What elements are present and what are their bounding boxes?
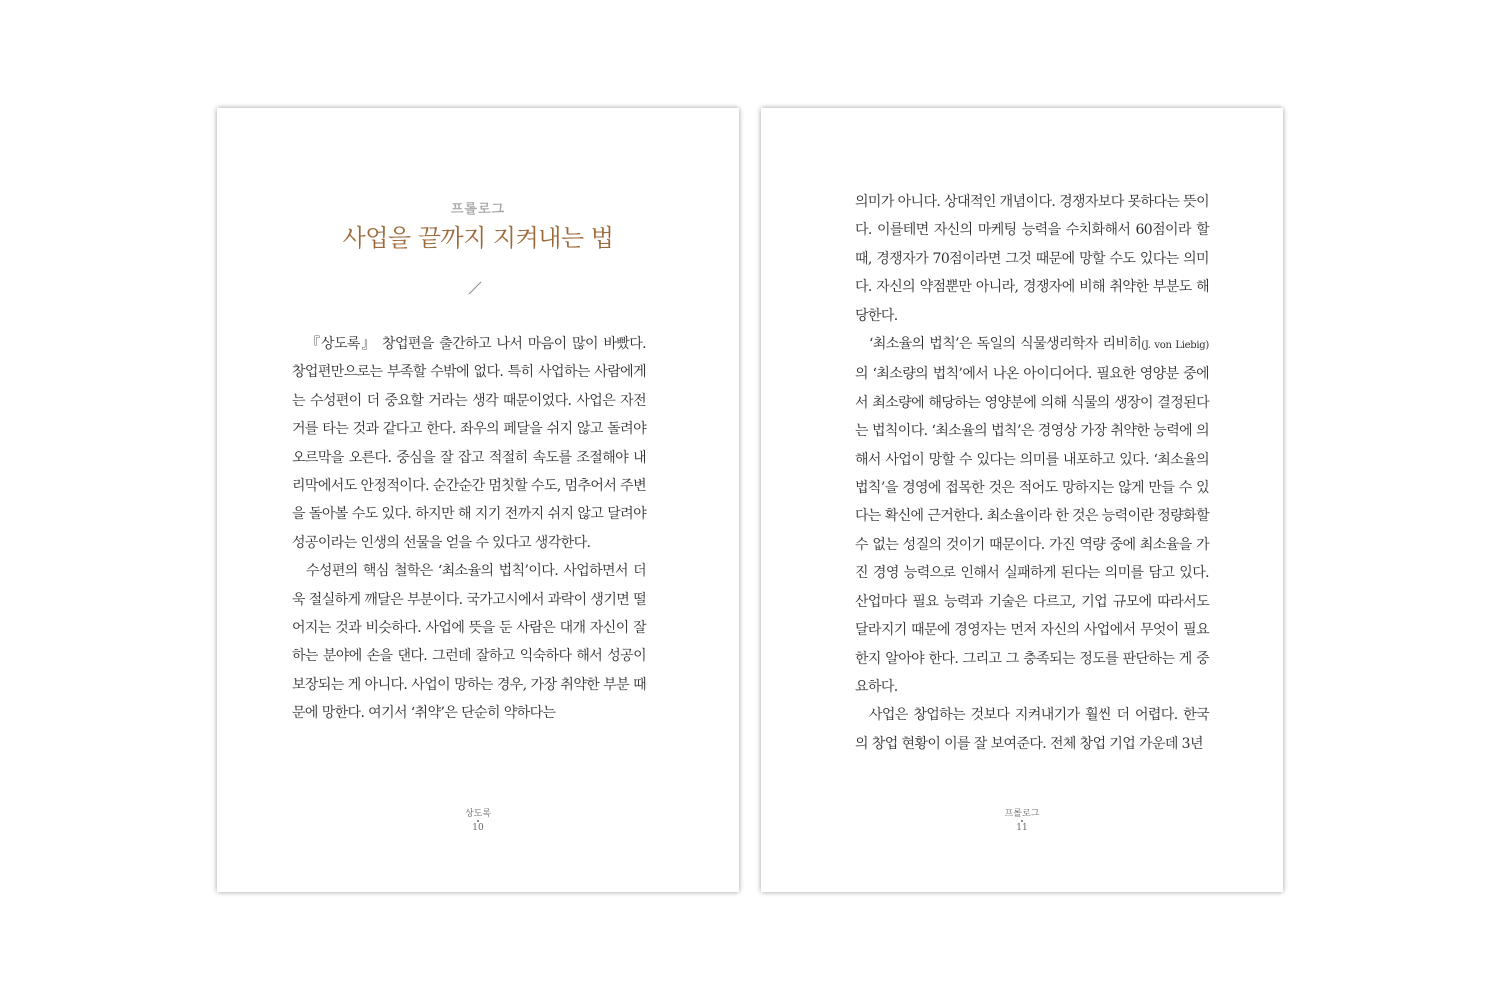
paragraph-text: 의 ‘최소량의 법칙’에서 나온 아이디어다. 필요한 영양분 중에서 최소량에 해당하는 영양분에 의해 식물의 생장이 결정된다는 법칙이다. ‘최소율의 법칙’은 경영상 가장 취약한 능력에 의해서 사업이 망할 수 있다는 의미를 내포하고 있다. ‘최소율의 법칙’을 경영에 접목한 것은 적어도 망하지는 않게 만들 수 있다는 확신에 근거한다. 최소율이라 한 것은 능력이란 정량화할 수 없는 성질의 것이기 때문이다. 가진 역량 중에 최소율을 가진 경영 능력으로 인해서 실패하게 된다는 의미를 담고 있다. 산업마다 필요 능력과 기술은 다르고, 기업 규모에 따라서도 달라지기 때문에 경영자는 먼저 자신의 사업에서 무엇이 필요한지 알아야 한다. 그리고 그 충족되는 정도를 판단하는 게 중요하다. — [855, 366, 1209, 695]
page-number: 10 — [472, 823, 484, 833]
right-body-text — [855, 188, 1209, 758]
left-body-text — [292, 330, 646, 728]
left-folio — [217, 808, 739, 834]
paragraph: 사업은 창업하는 것보다 지켜내기가 훨씬 더 어렵다. 한국의 창업 현황이 이를 잘 보여준다. 전체 창업 기업 가운데 3년 — [855, 707, 1209, 752]
paragraph — [855, 330, 1209, 701]
paragraph: 수성편의 핵심 철학은 ‘최소율의 법칙’이다. 사업하면서 더욱 절실하게 깨달은 부분이다. 국가고시에서 과락이 생기면 떨어지는 것과 비슷하다. 사업에 뜻을 둔 사람은 대개 자신이 잘하는 분야에 손을 댄다. 그런데 잘하고 익숙하다 해서 성공이 보장되는 게 아니다. 사업이 망하는 경우, 가장 취약한 부분 때문에 망한다. 여기서 ‘취약’은 단순히 약하다는 — [292, 563, 646, 722]
page-number: 11 — [1016, 823, 1028, 833]
right-folio — [761, 808, 1283, 834]
chapter-title: 사업을 끝까지 지켜내는 법 — [342, 224, 614, 252]
running-footer-title: 상도록 — [464, 809, 492, 819]
paragraph-text: ‘최소율의 법칙’은 독일의 식물생리학자 리비히 — [869, 336, 1142, 353]
paragraph: 『상도록』 창업편을 출간하고 나서 마음이 많이 바빴다. 창업편만으로는 부족할 수밖에 없다. 특히 사업하는 사람에게는 수성편이 더 중요할 거라는 생각 때문이었다. 사업은 자전거를 타는 것과 같다고 한다. 좌우의 페달을 쉬지 않고 돌려야 오르막을 오른다. 중심을 잘 잡고 적절히 속도를 조절해야 내리막에서도 안정적이다. 순간순간 멈칫할 수도, 멈추어서 주변을 돌아볼 수도 있다. 하지만 해 지기 전까지 쉬지 않고 달려야 성공이라는 인생의 선물을 얻을 수 있다고 생각한다. — [292, 336, 646, 551]
folio-dot — [1021, 820, 1023, 822]
running-footer-title: 프롤로그 — [1004, 809, 1040, 819]
paragraph-continuation: 의미가 아니다. 상대적인 개념이다. 경쟁자보다 못하다는 뜻이다. 이를테면 자신의 마케팅 능력을 수치화해서 60점이라 할 때, 경쟁자가 70점이라면 그것 때문에 망할 수도 있다는 의미다. 자신의 약점뿐만 아니라, 경쟁자에 비해 취약한 부분도 해당한다. — [855, 194, 1209, 324]
folio-dot — [477, 820, 479, 822]
left-page — [217, 108, 739, 892]
latin-name-annotation: (J. von Liebig) — [1141, 340, 1209, 352]
title-divider-slash — [467, 280, 483, 296]
chapter-label: 프롤로그 — [450, 202, 506, 217]
right-page — [761, 108, 1283, 892]
